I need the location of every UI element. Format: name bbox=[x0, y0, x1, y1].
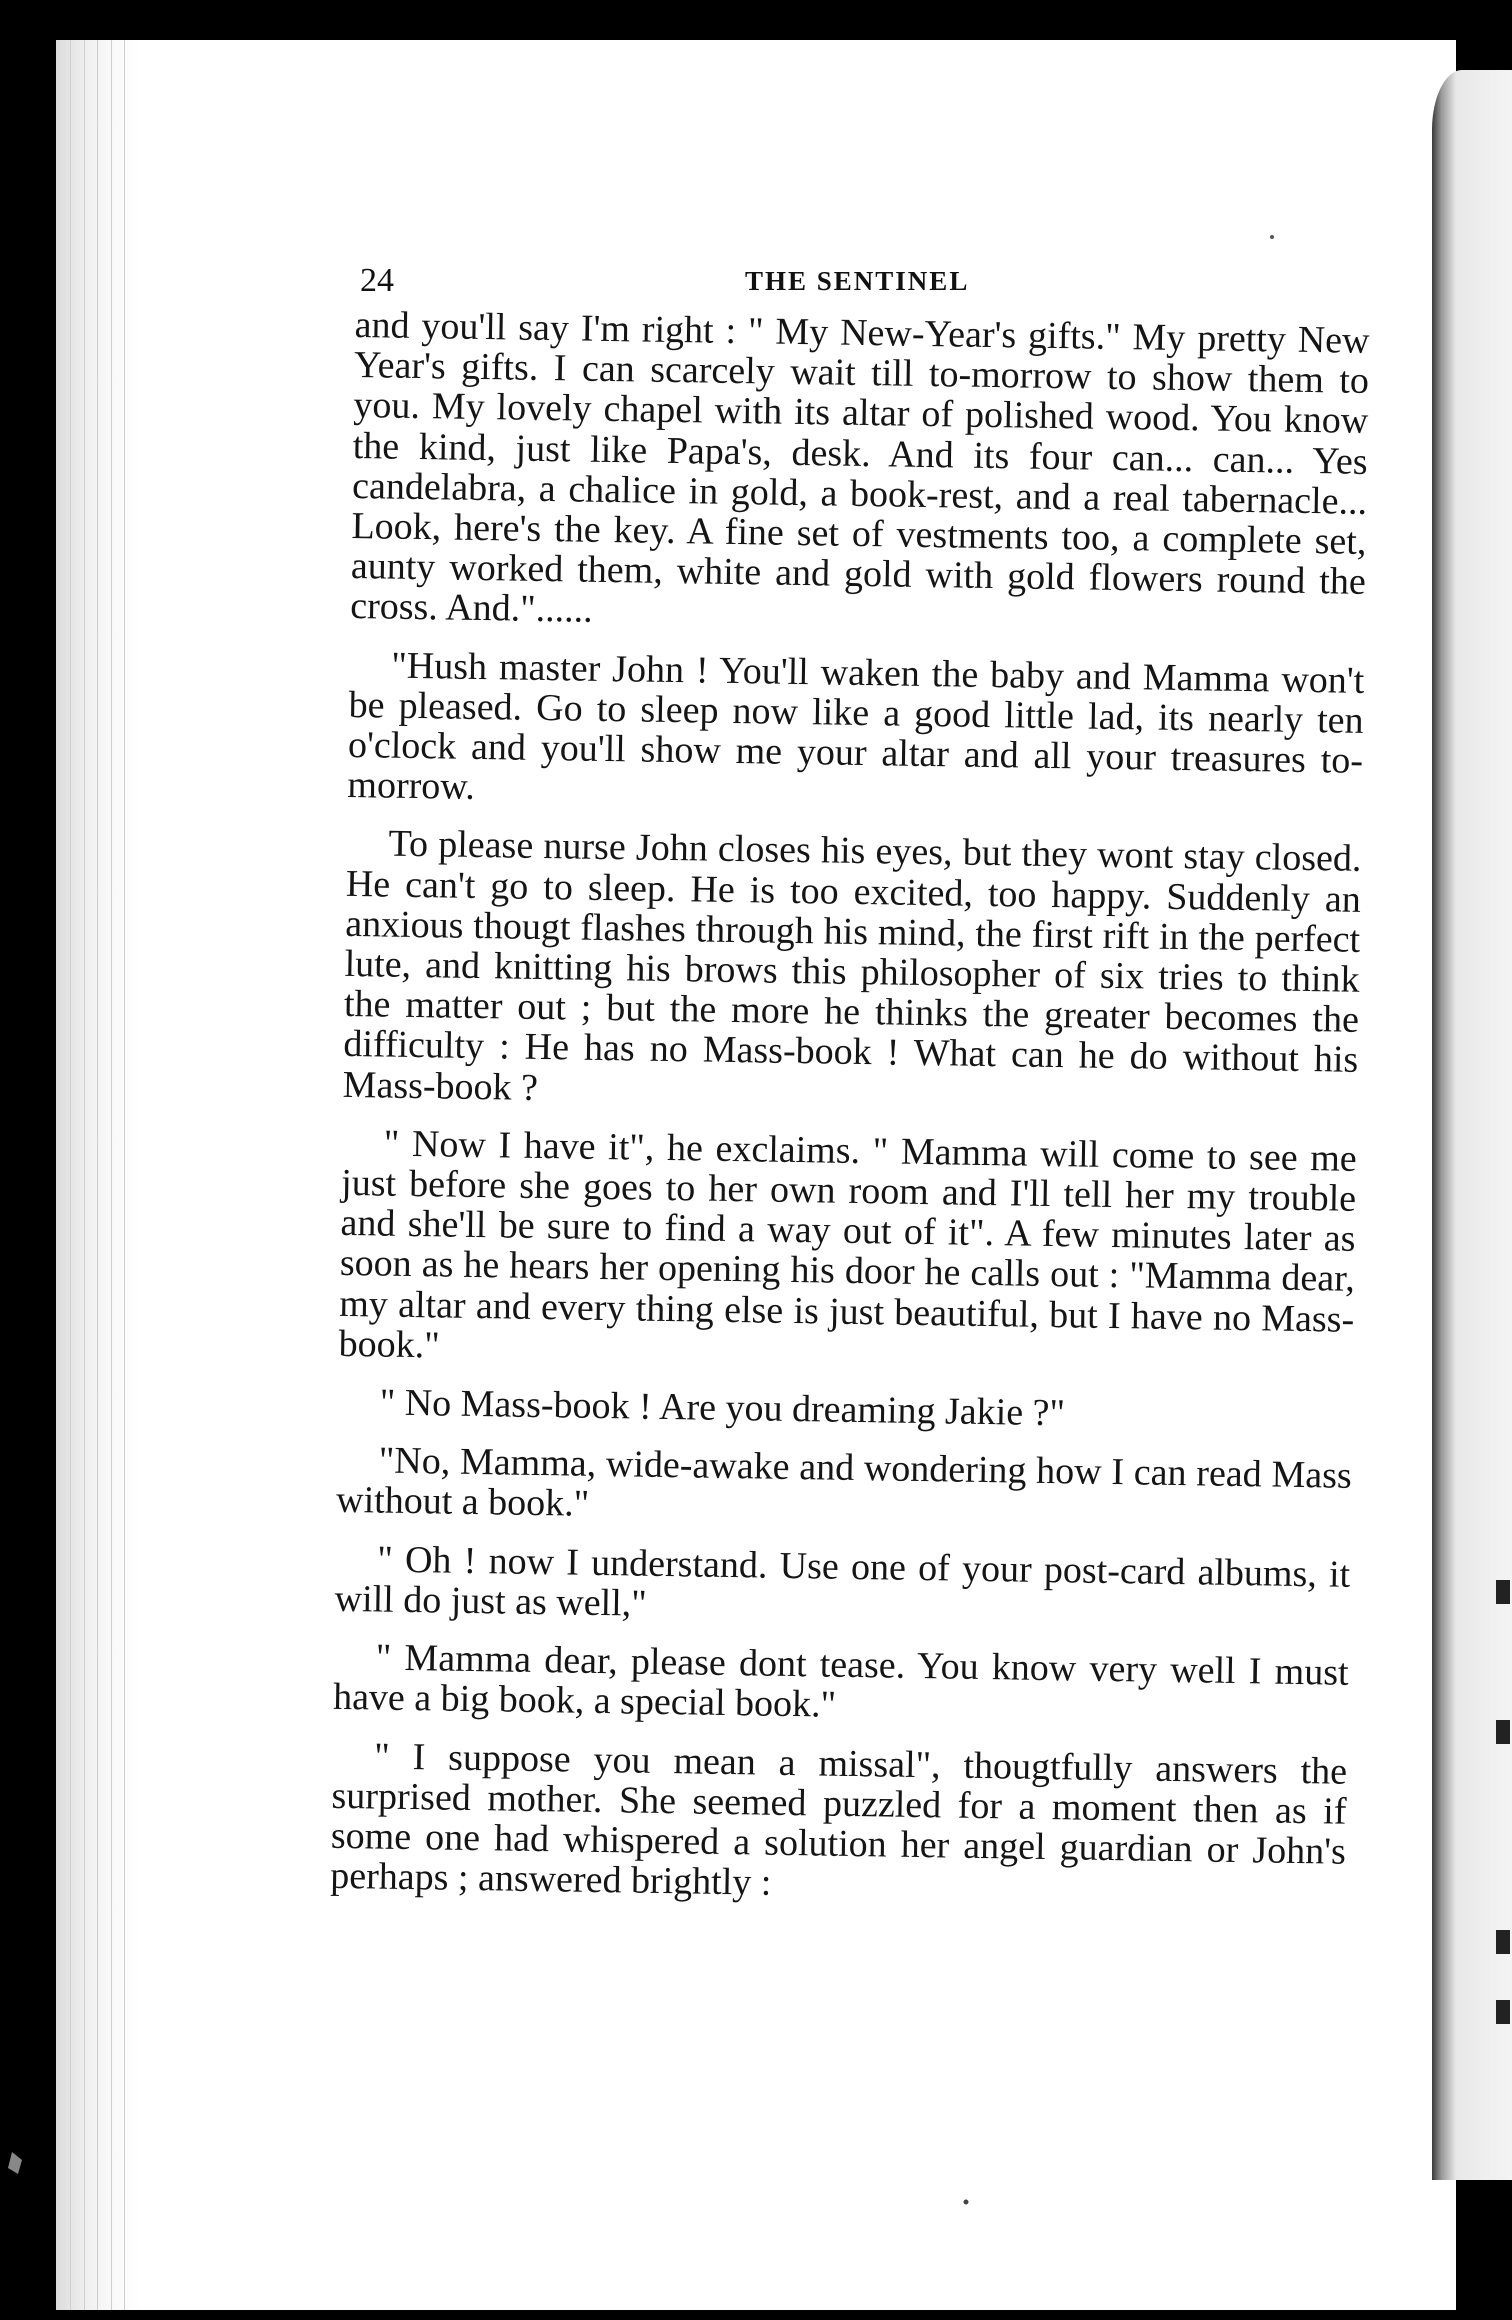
paragraph: " I suppose you mean a missal", thougtfully answers the surprised mother. She seemed puzzled for a moment then as if some one had whispered a solution her angel guardian or John's perhaps ; answered brightly : bbox=[329, 1734, 1348, 1904]
paragraph: "No, Mamma, wide-awake and wondering how I can read Mass without a book." bbox=[335, 1439, 1353, 1526]
page-number: 24 bbox=[360, 262, 394, 299]
paragraph: " Mamma dear, please dont tease. You know very well I must have a big book, a special book." bbox=[332, 1636, 1349, 1727]
adjacent-page-glyph bbox=[1496, 2000, 1510, 2024]
paragraph: "Hush master John ! You'll waken the baby and Mamma won't be pleased. Go to sleep now like a good little lad, its nearly ten o'clock and you'll show me your altar and all your treasures to-morrow. bbox=[347, 644, 1365, 809]
paragraph: " No Mass-book ! Are you dreaming Jakie ?" bbox=[379, 1381, 1066, 1435]
page-gutter-shadow bbox=[56, 40, 142, 2310]
paragraph: To please nurse John closes his eyes, but they wont stay closed. He can't go to sleep. He is too excited, too happy. Suddenly an anxious thougt flashes through his mind, the first rift in the perfect lute, and knitting his brows this philosopher of six tries to think the matter out ; but the more he thinks the greater becomes the difficulty : He has no Mass-book ! What can he do without his Mass-book ? bbox=[342, 823, 1362, 1109]
adjacent-page-edge bbox=[1432, 70, 1512, 2180]
body-text bbox=[330, 305, 1370, 1930]
adjacent-page-glyph bbox=[1496, 1580, 1510, 1604]
paragraph: and you'll say I'm right : " My New-Year's gifts." My pretty New Year's gifts. I can scarcely wait till to-morrow to show them to you. My lovely chapel with its altar of polished wood. You know the kind, just like Papa's, desk. And its four can... can... Yes candelabra, a chalice in gold, a book-rest, and a real tabernacle... Look, here's the key. A fine set of vestments too, a complete set, aunty worked them, white and gold with gold flowers round the cross. And."...... bbox=[349, 304, 1370, 632]
running-head bbox=[360, 262, 1360, 302]
adjacent-page-glyph bbox=[1496, 1720, 1510, 1744]
paragraph: " Oh ! now I understand. Use one of your post-card albums, it will do just as well," bbox=[334, 1538, 1351, 1625]
running-title: THE SENTINEL bbox=[745, 266, 970, 296]
paragraph: " Now I have it", he exclaims. " Mamma will come to see me just before she goes to her own room and I'll tell her my trouble and she'll be sure to find a way out of it". A few minutes later as soon as he hears her opening his door he calls out : "Mamma dear, my altar and every thing else is just beautiful, but I have no Mass-book." bbox=[338, 1122, 1358, 1367]
adjacent-page-glyph bbox=[1496, 1930, 1510, 1954]
